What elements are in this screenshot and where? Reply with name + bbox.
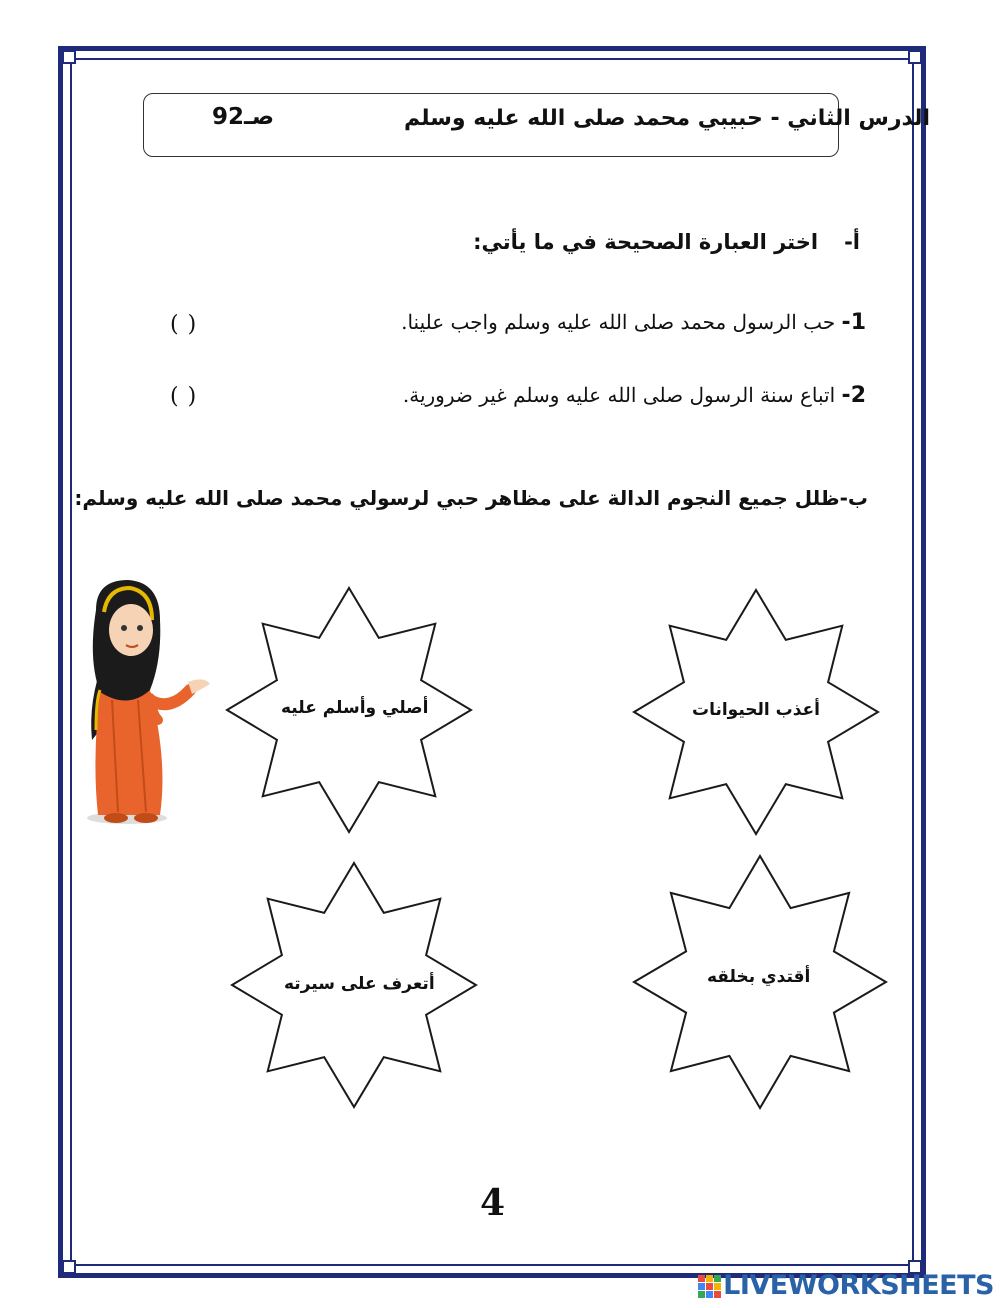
question-1-text: حب الرسول محمد صلى الله عليه وسلم واجب علينا. — [401, 310, 836, 334]
question-2-answer-slot[interactable]: ( ) — [170, 384, 198, 409]
liveworksheets-brand[interactable]: LIVEWORKSHEETS — [723, 1270, 994, 1301]
section-b-instruction: ب-ظلل جميع النجوم الدالة على مظاهر حبي لرسولي محمد صلى الله عليه وسلم: — [74, 486, 868, 510]
question-2-text: اتباع سنة الرسول صلى الله عليه وسلم غير ضرورية. — [402, 383, 836, 407]
girl-illustration — [87, 580, 210, 824]
star-label-torture-animals[interactable]: أعذب الحيوانات — [692, 700, 820, 720]
star-label-learn-biography[interactable]: أتعرف على سيرته — [284, 974, 435, 994]
section-a-letter: أ- — [844, 230, 860, 254]
page-number: 4 — [480, 1182, 506, 1224]
question-1-answer-slot[interactable]: ( ) — [170, 312, 198, 337]
section-a-instruction: اختر العبارة الصحيحة في ما يأتي: — [473, 230, 819, 254]
question-2-number: 2- — [841, 383, 866, 408]
lesson-title: الدرس الثاني - حبيبي محمد صلى الله عليه وسلم — [404, 106, 930, 131]
question-1-number: 1- — [841, 310, 866, 335]
star-label-follow-manners[interactable]: أقتدي بخلقه — [707, 967, 811, 987]
star-label-pray[interactable]: أصلي وأسلم عليه — [281, 698, 429, 718]
textbook-page-reference: صـ92 — [212, 104, 275, 130]
liveworksheets-logo-icon — [697, 1274, 723, 1300]
